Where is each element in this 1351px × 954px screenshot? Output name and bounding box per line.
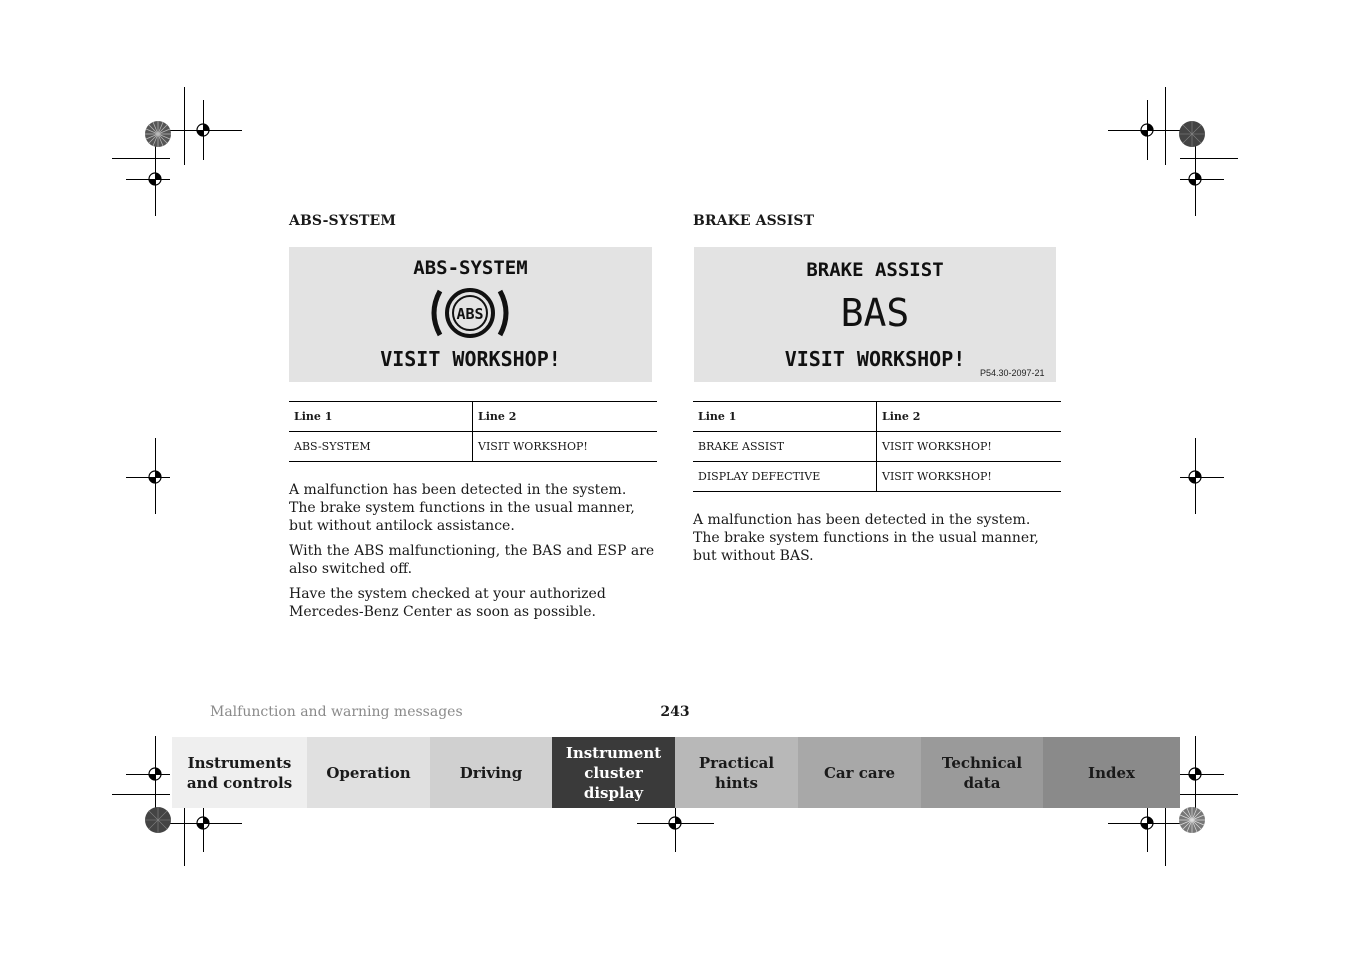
tab-label: Technical data — [941, 753, 1023, 792]
crosshair-icon — [1187, 469, 1203, 485]
tab-practical-hints[interactable] — [675, 737, 798, 808]
tab-label: Instruments and controls — [186, 753, 293, 792]
table-cell: VISIT WORKSHOP! — [877, 432, 1062, 462]
crop-line — [1180, 794, 1238, 795]
section-title: Malfunction and warning messages — [210, 704, 463, 720]
crop-line — [112, 794, 170, 795]
crop-line — [184, 87, 185, 165]
tab-car-care[interactable] — [798, 737, 921, 808]
rosette-icon — [144, 120, 172, 148]
table-row — [693, 432, 1061, 462]
table-row — [289, 432, 657, 462]
table-cell: DISPLAY DEFECTIVE — [693, 462, 877, 492]
lcd-big-text: BAS — [840, 291, 910, 335]
tab-instruments-and-controls[interactable] — [172, 737, 307, 808]
crosshair-icon — [1139, 815, 1155, 831]
message-table-bas — [693, 401, 1061, 492]
message-table-abs — [289, 401, 657, 462]
tab-instrument-cluster-display[interactable] — [552, 737, 675, 808]
crosshair-icon — [147, 766, 163, 782]
tab-label: Practical hints — [698, 753, 775, 792]
crop-line — [112, 158, 170, 159]
lcd-line1: BRAKE ASSIST — [806, 259, 944, 281]
body-paragraph: A malfunction has been detected in the system. The brake system functions in the usual manner, but without antilock assistance. — [289, 482, 635, 534]
abs-icon-text: ABS — [456, 305, 484, 323]
crosshair-icon — [195, 122, 211, 138]
table-header: Line 1 — [289, 402, 473, 432]
tab-label: Car care — [823, 763, 896, 782]
crop-line — [1180, 158, 1238, 159]
crosshair-icon — [147, 469, 163, 485]
table-header-row — [289, 402, 657, 432]
lcd-display-bas — [694, 247, 1056, 382]
rosette-icon — [1178, 806, 1206, 834]
abs-warning-icon — [430, 285, 510, 341]
tab-technical-data[interactable] — [921, 737, 1043, 808]
chapter-tabs — [172, 737, 1180, 808]
tab-driving[interactable] — [430, 737, 552, 808]
body-paragraph: Have the system checked at your authorized Mercedes-Benz Center as soon as possible. — [289, 586, 606, 620]
crosshair-icon — [195, 815, 211, 831]
lcd-line2: VISIT WORKSHOP! — [380, 347, 561, 371]
table-header-row — [693, 402, 1061, 432]
figure-reference: P54.30-2097-21 — [980, 368, 1045, 378]
lcd-line1: ABS-SYSTEM — [413, 257, 528, 279]
section-heading-bas: BRAKE ASSIST — [693, 213, 815, 229]
table-cell: BRAKE ASSIST — [693, 432, 877, 462]
table-header: Line 2 — [473, 402, 658, 432]
tab-operation[interactable] — [307, 737, 430, 808]
rosette-icon — [1178, 120, 1206, 148]
table-row — [693, 462, 1061, 492]
crosshair-icon — [1187, 766, 1203, 782]
lcd-line2: VISIT WORKSHOP! — [784, 347, 966, 371]
body-paragraph: With the ABS malfunctioning, the BAS and ESP are also switched off. — [289, 543, 655, 577]
table-cell: ABS-SYSTEM — [289, 432, 473, 462]
tab-label: Index — [1088, 763, 1135, 782]
section-heading-abs: ABS-SYSTEM — [289, 213, 396, 229]
tab-label: Driving — [459, 763, 523, 782]
rosette-icon — [144, 806, 172, 834]
tab-label: Instrument cluster display — [565, 743, 662, 802]
table-cell: VISIT WORKSHOP! — [877, 462, 1062, 492]
table-header: Line 1 — [693, 402, 877, 432]
tab-label: Operation — [326, 763, 411, 782]
tab-index[interactable] — [1043, 737, 1180, 808]
table-header: Line 2 — [877, 402, 1062, 432]
crosshair-icon — [1187, 171, 1203, 187]
crop-line — [1165, 87, 1166, 165]
body-paragraph: A malfunction has been detected in the system. The brake system functions in the usual manner, but without BAS. — [693, 512, 1039, 564]
lcd-display-abs — [289, 247, 652, 382]
crosshair-icon — [1139, 122, 1155, 138]
page-number: 243 — [660, 704, 690, 720]
table-cell: VISIT WORKSHOP! — [473, 432, 658, 462]
crosshair-icon — [667, 815, 683, 831]
crosshair-icon — [147, 171, 163, 187]
